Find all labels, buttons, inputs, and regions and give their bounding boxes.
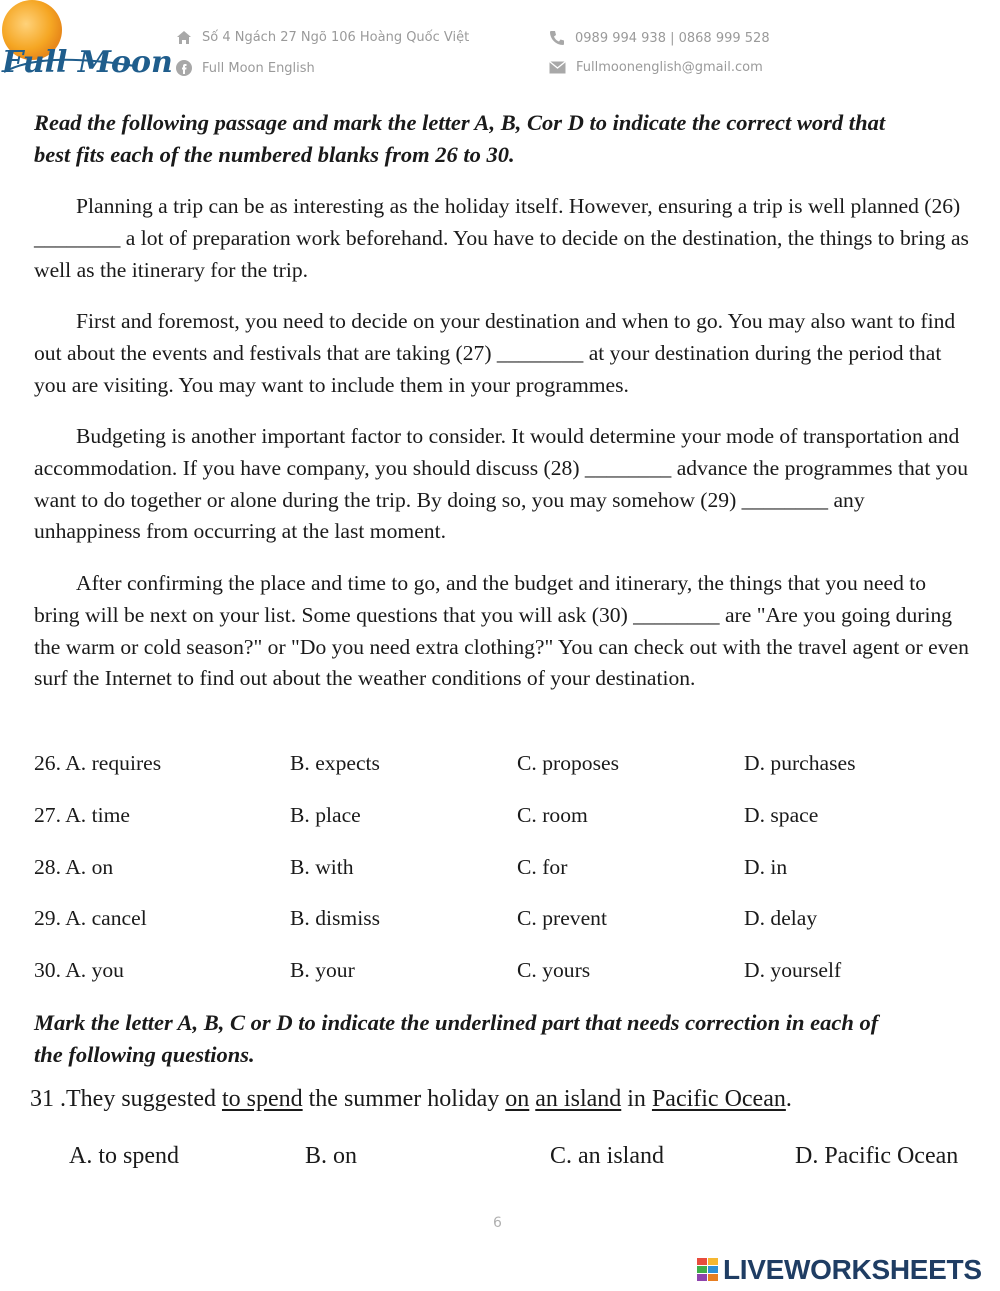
option-28-c[interactable]: C. for — [517, 855, 568, 879]
liveworksheets-text: LIVEWORKSHEETS — [723, 1254, 982, 1285]
q31-underline-b: on — [505, 1086, 530, 1112]
option-27-b[interactable]: B. place — [290, 803, 361, 827]
phone-text: 0989 994 938 | 0868 999 528 — [575, 30, 770, 46]
instruction-line: Mark the letter A, B, C or D to indicate the underlined part that needs correction in each of — [34, 1010, 879, 1035]
phone-icon — [549, 30, 565, 46]
q31-text: 31 .They suggested — [30, 1086, 222, 1112]
q31-text: the summer holiday — [302, 1086, 506, 1112]
option-26-a[interactable]: 26. A. requires — [34, 751, 162, 775]
option-30-d[interactable]: D. yourself — [744, 958, 842, 982]
q31-text: . — [785, 1086, 792, 1112]
logo-text: Full Moon — [2, 45, 173, 80]
option-31-d[interactable]: D. Pacific Ocean — [795, 1143, 959, 1169]
option-27-a[interactable]: 27. A. time — [34, 803, 130, 827]
option-30-c[interactable]: C. yours — [517, 958, 591, 982]
option-31-b[interactable]: B. on — [305, 1143, 358, 1169]
q31-underline-c: an island — [535, 1086, 622, 1112]
q31-underline-a: to spend — [221, 1086, 303, 1112]
header-facebook — [176, 60, 315, 76]
question-31 — [30, 1084, 792, 1114]
option-29-b[interactable]: B. dismiss — [290, 906, 381, 930]
home-icon — [176, 30, 192, 45]
address-text: Số 4 Ngách 27 Ngõ 106 Hoàng Quốc Việt — [202, 30, 470, 45]
instruction-line: Read the following passage and mark the letter A, B, Cor D to indicate the correct word that — [34, 110, 886, 135]
facebook-text: Full Moon English — [202, 60, 315, 76]
header-email — [549, 60, 763, 75]
liveworksheets-logo-icon — [697, 1258, 719, 1282]
facebook-icon — [176, 60, 192, 76]
q31-underline-d: Pacific Ocean — [651, 1086, 786, 1112]
option-26-d[interactable]: D. purchases — [744, 751, 856, 775]
option-26-c[interactable]: C. proposes — [517, 751, 619, 775]
mail-icon — [549, 61, 566, 74]
option-29-d[interactable]: D. delay — [744, 906, 818, 930]
passage-paragraph-4: After confirming the place and time to go, and the budget and itinerary, the things that you need to bring will be next on your list. Some questions that you will ask (30) ________ are "Are you going during the warm or cold season?" or "Do you need extra clothing?" You can check out with the travel agent or even surf the Internet to find out about the weather conditions of your destination. — [34, 571, 969, 691]
option-28-b[interactable]: B. with — [290, 855, 354, 879]
instruction-line: best fits each of the numbered blanks from 26 to 30. — [34, 142, 515, 167]
header-address — [176, 30, 469, 45]
option-30-a[interactable]: 30. A. you — [34, 958, 124, 982]
option-27-c[interactable]: C. room — [517, 803, 588, 827]
option-28-d[interactable]: D. in — [744, 855, 788, 879]
header-phone — [549, 30, 770, 46]
option-30-b[interactable]: B. your — [290, 958, 355, 982]
liveworksheets-watermark — [697, 1254, 982, 1286]
option-28-a[interactable]: 28. A. on — [34, 855, 114, 879]
email-text: Fullmoonenglish@gmail.com — [576, 60, 763, 75]
instruction-line: the following questions. — [34, 1042, 255, 1067]
passage-paragraph-1: Planning a trip can be as interesting as the holiday itself. However, ensuring a trip is well planned (26) ________ a lot of preparation work beforehand. You have to decide on the destination, the things to bring as well as the itinerary for the trip. — [34, 194, 969, 282]
option-27-d[interactable]: D. space — [744, 803, 819, 827]
passage-paragraph-3: Budgeting is another important factor to consider. It would determine your mode of transportation and accommodation. If you have company, you should discuss (28) ________ advance the programmes that you want to do together or alone during the trip. By doing so, you may somehow (29) ________ any unhappiness from occurring at the last moment. — [34, 424, 969, 544]
section1-instruction — [34, 107, 974, 171]
page-number: 6 — [493, 1215, 502, 1231]
option-26-b[interactable]: B. expects — [290, 751, 380, 775]
section2-instruction — [34, 1007, 974, 1071]
option-29-c[interactable]: C. prevent — [517, 906, 607, 930]
option-31-c[interactable]: C. an island — [550, 1143, 664, 1169]
option-29-a[interactable]: 29. A. cancel — [34, 906, 147, 930]
full-moon-logo — [0, 0, 173, 95]
option-31-a[interactable]: A. to spend — [69, 1143, 179, 1169]
q31-text: in — [621, 1086, 652, 1112]
passage-paragraph-2: First and foremost, you need to decide on your destination and when to go. You may also want to find out about the events and festivals that are taking (27) ________ at your destination during the period that you are visiting. You may want to include them in your programmes. — [34, 309, 956, 397]
